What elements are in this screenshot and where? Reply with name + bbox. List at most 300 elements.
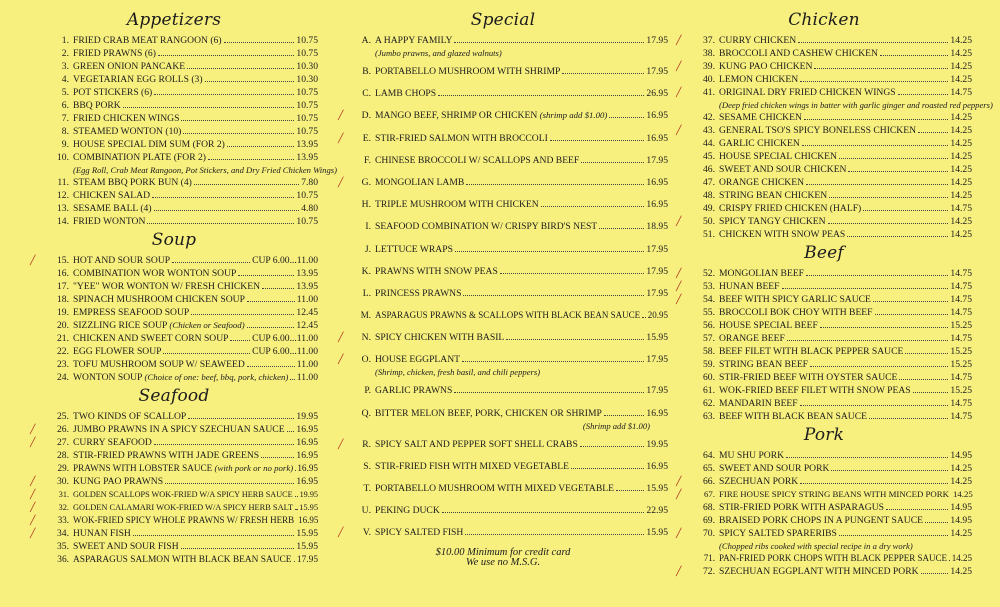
item-number: 60. — [703, 372, 715, 383]
item-price: 14.25 — [950, 476, 972, 487]
special-title: Special — [470, 10, 536, 30]
item-name-text: GENERAL TSO'S SPICY BONELESS CHICKEN — [719, 125, 916, 136]
beef-title: Beef — [804, 243, 844, 263]
menu-item — [30, 475, 318, 488]
chili-pepper-icon: ╱ — [30, 502, 36, 512]
item-name — [719, 280, 780, 293]
item-price: 14.25 — [950, 190, 972, 201]
item-name — [719, 163, 846, 176]
item-number: 10. — [57, 152, 69, 163]
item-name — [719, 73, 798, 86]
item-name-text: JUMBO PRAWNS IN A SPICY SZECHUAN SAUCE — [73, 424, 285, 435]
dot-leader — [898, 86, 949, 95]
item-name — [73, 215, 145, 228]
item-name — [719, 358, 808, 371]
menu-item — [676, 319, 972, 332]
item-name-text: HOUSE EGGPLANT — [375, 354, 461, 366]
item-price: 22.95 — [646, 505, 668, 517]
chili-pepper-icon: ╱ — [338, 132, 344, 143]
menu-item — [338, 132, 668, 145]
item-price: 17.95 — [646, 35, 668, 46]
item-name-text: CRISPY FRIED CHICKEN (HALF) — [719, 203, 862, 214]
item-name — [73, 488, 293, 501]
item-name-text: MONGOLIAN LAMB — [375, 176, 465, 188]
dot-leader — [123, 99, 295, 108]
middle-column — [338, 8, 668, 569]
menu-item — [676, 501, 972, 514]
item-number: S. — [363, 460, 371, 472]
dot-leader — [800, 475, 948, 484]
dot-leader — [804, 111, 949, 120]
item-number: 27. — [57, 437, 69, 448]
dot-leader — [466, 176, 644, 185]
item-price: 14.25 — [950, 151, 972, 162]
dot-leader — [438, 87, 644, 96]
item-number: 43. — [703, 125, 715, 136]
menu-item — [30, 358, 318, 371]
appetizers-title: Appetizers — [126, 10, 222, 30]
menu-item — [676, 475, 972, 488]
chili-pepper-icon: ╱ — [30, 528, 36, 538]
item-number: D. — [361, 110, 371, 122]
menu-item — [30, 189, 318, 202]
item-price: 16.95 — [296, 476, 318, 487]
item-number: U. — [361, 505, 371, 517]
item-price: 16.95 — [646, 132, 668, 144]
chili-pepper-icon: ╱ — [338, 438, 344, 449]
item-price: 17.95 — [646, 66, 668, 77]
item-price: 12.45 — [296, 320, 318, 331]
item-name-text: STIR-FRIED PRAWNS WITH JADE GREENS — [73, 450, 260, 461]
item-name — [73, 332, 228, 345]
item-name-text: SESAME CHICKEN — [719, 112, 802, 123]
dot-leader — [899, 371, 948, 380]
dot-leader — [454, 384, 644, 393]
menu-item — [338, 438, 668, 451]
menu-item — [30, 254, 318, 267]
item-name — [73, 254, 170, 267]
item-number: V. — [362, 527, 371, 539]
item-number: M. — [360, 310, 371, 321]
item-name-text: PAN-FRIED PORK CHOPS WITH BLACK PEPPER SAUCE — [719, 553, 948, 563]
item-name — [73, 345, 161, 358]
chili-pepper-icon: ╱ — [676, 489, 682, 499]
item-inline-note: (Chicken or Seafood) — [169, 320, 245, 330]
dot-leader — [839, 150, 948, 159]
dot-leader — [786, 449, 948, 458]
dot-leader — [462, 353, 644, 362]
menu-item — [338, 220, 668, 233]
item-number: L. — [362, 287, 371, 299]
item-name-text: MU SHU PORK — [719, 450, 785, 461]
menu-item — [30, 423, 318, 436]
item-name — [375, 265, 498, 278]
item-name — [375, 504, 440, 517]
menu-item — [676, 306, 972, 319]
dot-leader — [869, 410, 948, 419]
item-number: 48. — [703, 190, 715, 201]
item-name — [719, 552, 947, 565]
menu-item — [30, 267, 318, 280]
item-name — [73, 151, 206, 164]
item-number: 29. — [57, 463, 69, 473]
dot-leader — [782, 280, 949, 289]
item-name — [375, 176, 464, 189]
item-number: 54. — [703, 294, 715, 305]
item-name-text: POT STICKERS (6) — [73, 87, 153, 98]
menu-item — [338, 154, 668, 167]
item-price: 16.95 — [646, 176, 668, 188]
menu-item — [30, 60, 318, 73]
item-name — [73, 475, 163, 488]
item-price: 16.95 — [296, 424, 318, 435]
item-price: 14.75 — [950, 411, 972, 422]
item-price: 16.95 — [296, 437, 318, 448]
item-name — [375, 198, 539, 211]
item-name — [73, 125, 181, 138]
item-name-text: TRIPLE MUSHROOM WITH CHICKEN — [375, 199, 539, 211]
item-name-text: GARLIC CHICKEN — [719, 138, 800, 149]
item-name-text: FIRE HOUSE SPICY STRING BEANS WITH MINCED PORK — [719, 489, 949, 499]
item-price: 16.95 — [298, 515, 319, 525]
item-name-text: GOLDEN SCALLOPS WOK-FRIED W/A SPICY HERB SAUCE — [73, 490, 293, 499]
menu-item — [30, 436, 318, 449]
item-name-text: CHICKEN SALAD — [73, 190, 151, 201]
item-price: 14.75 — [950, 268, 972, 279]
menu-item — [30, 449, 318, 462]
item-price: CUP 6.00...11.00 — [252, 346, 318, 357]
appetizers-section — [30, 10, 337, 228]
menu-item — [30, 99, 318, 112]
special-section — [338, 10, 668, 569]
item-name-text: STEAM BBQ PORK BUN (4) — [73, 177, 192, 188]
item-number: 40. — [703, 74, 715, 85]
item-name — [375, 331, 504, 344]
menu-item — [676, 267, 972, 280]
item-name-text: CHINESE BROCCOLI W/ SCALLOPS AND BEEF — [375, 154, 580, 166]
menu-item — [676, 527, 972, 540]
item-price: 10.30 — [296, 74, 318, 85]
item-note: (Deep fried chicken wings in batter with garlic ginger and roasted red peppers) — [719, 100, 993, 110]
item-name — [73, 462, 293, 475]
item-name — [73, 501, 293, 514]
item-number: K. — [361, 265, 371, 277]
dot-leader — [154, 202, 300, 211]
item-name-text: SWEET AND SOUR PORK — [719, 463, 830, 474]
item-name-text: BROCCOLI BOK CHOY WITH BEEF — [719, 307, 873, 318]
item-number: 31. — [58, 490, 69, 499]
item-name-text: ASPARAGUS SALMON WITH BLACK BEAN SAUCE — [73, 555, 292, 565]
item-number: 63. — [703, 411, 715, 422]
chili-pepper-icon: ╱ — [338, 110, 344, 121]
item-name-text: STRING BEAN CHICKEN — [719, 190, 828, 201]
menu-item — [676, 462, 972, 475]
item-name-text: SPICY TANGY CHICKEN — [719, 216, 826, 227]
item-name-text: SPINACH MUSHROOM CHICKEN SOUP — [73, 294, 245, 305]
dot-leader — [925, 514, 948, 523]
item-name — [73, 112, 179, 125]
menu-item — [676, 449, 972, 462]
item-price: 15.95 — [646, 483, 668, 494]
item-name-text: BEEF FILET WITH BLACK PEPPER SAUCE — [719, 346, 904, 357]
item-name-text: WONTON SOUP — [73, 372, 143, 383]
menu-item — [338, 353, 668, 366]
chili-pepper-icon: ╱ — [338, 354, 344, 365]
dot-leader — [571, 460, 644, 469]
left-column — [30, 8, 337, 567]
item-name-text: SWEET AND SOUR CHICKEN — [719, 164, 847, 175]
item-name — [719, 371, 897, 384]
chili-pepper-icon: ╱ — [676, 476, 682, 486]
item-name-text: BEEF WITH BLACK BEAN SAUCE — [719, 411, 867, 422]
menu-item — [676, 60, 972, 73]
menu-item — [676, 163, 972, 176]
menu-item — [676, 514, 972, 527]
item-name — [73, 410, 186, 423]
item-number: 18. — [57, 294, 69, 305]
dot-leader — [295, 501, 297, 510]
item-number: J. — [364, 243, 371, 255]
dot-leader — [800, 397, 949, 406]
dot-leader — [810, 358, 948, 367]
item-name — [375, 34, 452, 47]
dot-leader — [454, 34, 644, 43]
item-name — [375, 87, 436, 100]
dot-leader — [224, 34, 295, 43]
dot-leader — [247, 358, 295, 367]
menu-item — [676, 384, 972, 397]
item-number: 55. — [703, 307, 715, 318]
dot-leader — [183, 125, 294, 134]
item-number: 46. — [703, 164, 715, 175]
dot-leader — [238, 267, 294, 276]
item-name-text: HOUSE SPECIAL DIM SUM (FOR 2) — [73, 139, 225, 150]
dot-leader — [191, 306, 294, 315]
dot-leader — [147, 215, 294, 224]
item-price: 17.95 — [646, 154, 668, 166]
dot-leader — [814, 60, 948, 69]
item-number: P. — [364, 385, 371, 397]
item-inline-note: (with pork or no pork) — [214, 463, 294, 473]
item-name — [719, 124, 916, 137]
item-name — [719, 215, 826, 228]
item-name — [719, 137, 800, 150]
menu-item — [676, 34, 972, 47]
item-price: 14.25 — [950, 138, 972, 149]
item-name — [73, 73, 203, 86]
item-price: 14.75 — [950, 281, 972, 292]
beef-section — [676, 243, 972, 423]
item-name — [719, 384, 911, 397]
item-number: 37. — [703, 35, 715, 46]
item-name — [73, 280, 260, 293]
item-number: 17. — [57, 281, 69, 292]
menu-item — [676, 189, 972, 202]
item-name-text: EMPRESS SEAFOOD SOUP — [73, 307, 190, 318]
item-name-text: TOFU MUSHROOM SOUP W/ SEAWEED — [73, 359, 245, 370]
menu-item — [338, 65, 668, 78]
item-number: 30. — [57, 476, 69, 487]
item-name — [719, 60, 812, 73]
item-note: (Egg Roll, Crab Meat Rangoon, Pot Stickers, and Dry Fried Chicken Wings) — [73, 165, 337, 175]
item-price: 16.95 — [296, 450, 318, 461]
item-name-text: HOUSE SPECIAL CHICKEN — [719, 151, 837, 162]
item-name — [375, 287, 461, 300]
item-price: 15.25 — [950, 359, 972, 370]
dot-leader — [455, 243, 644, 252]
menu-item — [338, 504, 668, 517]
item-name — [73, 267, 236, 280]
item-number: 52. — [703, 268, 715, 279]
chili-pepper-icon: ╱ — [676, 566, 682, 576]
item-name-text: SPICY CHICKEN WITH BASIL — [375, 332, 505, 344]
item-name — [719, 449, 784, 462]
item-number: 9. — [61, 139, 69, 150]
chili-pepper-icon: ╱ — [338, 332, 344, 343]
item-price: 13.95 — [296, 152, 318, 163]
item-name-text: GOLDEN CALAMARI WOK-FRIED W/A SPICY HERB SALT — [73, 503, 294, 512]
item-name-text: COMBINATION PLATE (FOR 2) — [73, 152, 206, 163]
menu-item — [676, 332, 972, 345]
item-name-text: CURRY SEAFOOD — [73, 437, 152, 448]
item-name-text: HUNAN FISH — [73, 528, 131, 539]
soup-title: Soup — [151, 230, 197, 250]
dot-leader — [290, 371, 294, 380]
menu-item — [30, 112, 318, 125]
item-note: (Chopped ribs cooked with special recipe in a dry work) — [719, 541, 913, 551]
menu-item — [30, 332, 318, 345]
item-price: 14.95 — [950, 502, 972, 513]
item-name — [375, 309, 640, 322]
item-price: 11.00 — [296, 294, 318, 305]
item-name-text: KUNG PAO PRAWNS — [73, 476, 164, 487]
item-price: 13.95 — [296, 268, 318, 279]
item-name-text: SWEET AND SOUR FISH — [73, 541, 179, 552]
item-number: 36. — [57, 555, 69, 565]
item-name-text: CHICKEN AND SWEET CORN SOUP — [73, 333, 229, 344]
item-name-text: BEEF WITH SPICY GARLIC SAUCE — [719, 294, 871, 305]
dot-leader — [599, 220, 644, 229]
item-number: R. — [362, 438, 371, 450]
item-name-text: SPICY SALTED SPARERIBS — [719, 528, 837, 539]
chili-pepper-icon: ╱ — [338, 527, 344, 538]
item-name-text: PRAWNS WITH LOBSTER SAUCE — [73, 463, 213, 473]
item-price: 14.25 — [950, 566, 972, 577]
item-price: 17.95 — [296, 555, 318, 565]
item-price: 10.75 — [296, 126, 318, 137]
item-price: 14.25 — [950, 463, 972, 474]
item-price: 7.80 — [301, 177, 318, 188]
dot-leader — [163, 345, 250, 354]
menu-item — [338, 109, 668, 122]
item-name-text: ORANGE CHICKEN — [719, 177, 805, 188]
item-name-text: BBQ PORK — [73, 100, 121, 111]
dot-leader — [828, 215, 949, 224]
item-name — [73, 176, 192, 189]
dot-leader — [463, 287, 644, 296]
dot-leader — [172, 254, 250, 263]
item-price: 14.25 — [952, 489, 973, 499]
menu-item — [30, 462, 318, 475]
menu-item — [30, 202, 318, 215]
dot-leader — [839, 527, 949, 536]
dot-leader — [787, 332, 949, 341]
item-number: I. — [365, 221, 371, 233]
dot-leader — [550, 132, 645, 141]
menu-item — [338, 176, 668, 189]
item-price: 11.00 — [296, 359, 318, 370]
beef-list — [676, 267, 972, 423]
menu-item — [676, 86, 972, 99]
item-name-text: HOUSE SPECIAL BEEF — [719, 320, 818, 331]
item-name — [719, 111, 802, 124]
item-name — [375, 243, 453, 256]
item-name-text: FRIED WONTON — [73, 216, 146, 227]
dot-leader — [581, 154, 644, 163]
item-price: 19.95 — [296, 411, 318, 422]
dot-leader — [847, 228, 948, 237]
item-number: 11. — [57, 177, 69, 188]
item-name — [375, 353, 460, 366]
item-number: 16. — [57, 268, 69, 279]
dot-leader — [921, 565, 949, 574]
item-price: 15.25 — [950, 346, 972, 357]
item-name — [719, 475, 798, 488]
item-price: 14.25 — [950, 177, 972, 188]
item-name — [73, 436, 152, 449]
item-name-text: EGG FLOWER SOUP — [73, 346, 162, 357]
chicken-section — [676, 10, 993, 241]
menu-item — [30, 553, 318, 567]
dot-leader — [181, 112, 294, 121]
item-name — [73, 99, 121, 112]
item-name-text: WOK-FRIED SPICY WHOLE PRAWNS W/ FRESH HERB — [73, 515, 295, 525]
item-name — [719, 47, 878, 60]
chili-pepper-icon: ╱ — [676, 35, 682, 45]
item-number: 25. — [57, 411, 69, 422]
item-price: 14.75 — [950, 87, 972, 98]
item-name — [719, 34, 796, 47]
item-name-text: LETTUCE WRAPS — [375, 243, 453, 255]
dot-leader — [798, 34, 948, 43]
item-name — [719, 202, 861, 215]
item-number: 4. — [61, 74, 69, 85]
item-price: 14.25 — [950, 74, 972, 85]
pork-list — [676, 449, 972, 578]
menu-item — [338, 287, 668, 300]
chili-pepper-icon: ╱ — [676, 281, 682, 291]
menu-item — [30, 319, 318, 332]
item-name-text: HUNAN BEEF — [719, 281, 780, 292]
chili-pepper-icon: ╱ — [30, 424, 36, 434]
item-price: 19.95 — [299, 490, 318, 499]
item-name — [719, 267, 804, 280]
item-name — [719, 189, 827, 202]
menu-item — [30, 47, 318, 60]
item-name-text: MONGOLIAN BEEF — [719, 268, 805, 279]
dot-leader — [247, 319, 295, 328]
item-number: 42. — [703, 112, 715, 123]
item-price: 15.95 — [646, 332, 668, 344]
item-inline-note: (shrimp add $1.00) — [539, 110, 608, 121]
item-name-text: STIR-FRIED FISH WITH MIXED VEGETABLE — [375, 460, 569, 472]
chili-pepper-icon: ╱ — [30, 476, 36, 486]
dot-leader — [905, 345, 948, 354]
menu-item — [676, 345, 972, 358]
item-number: F. — [364, 154, 371, 166]
menu-item — [338, 243, 668, 256]
item-price: 18.95 — [646, 221, 668, 233]
